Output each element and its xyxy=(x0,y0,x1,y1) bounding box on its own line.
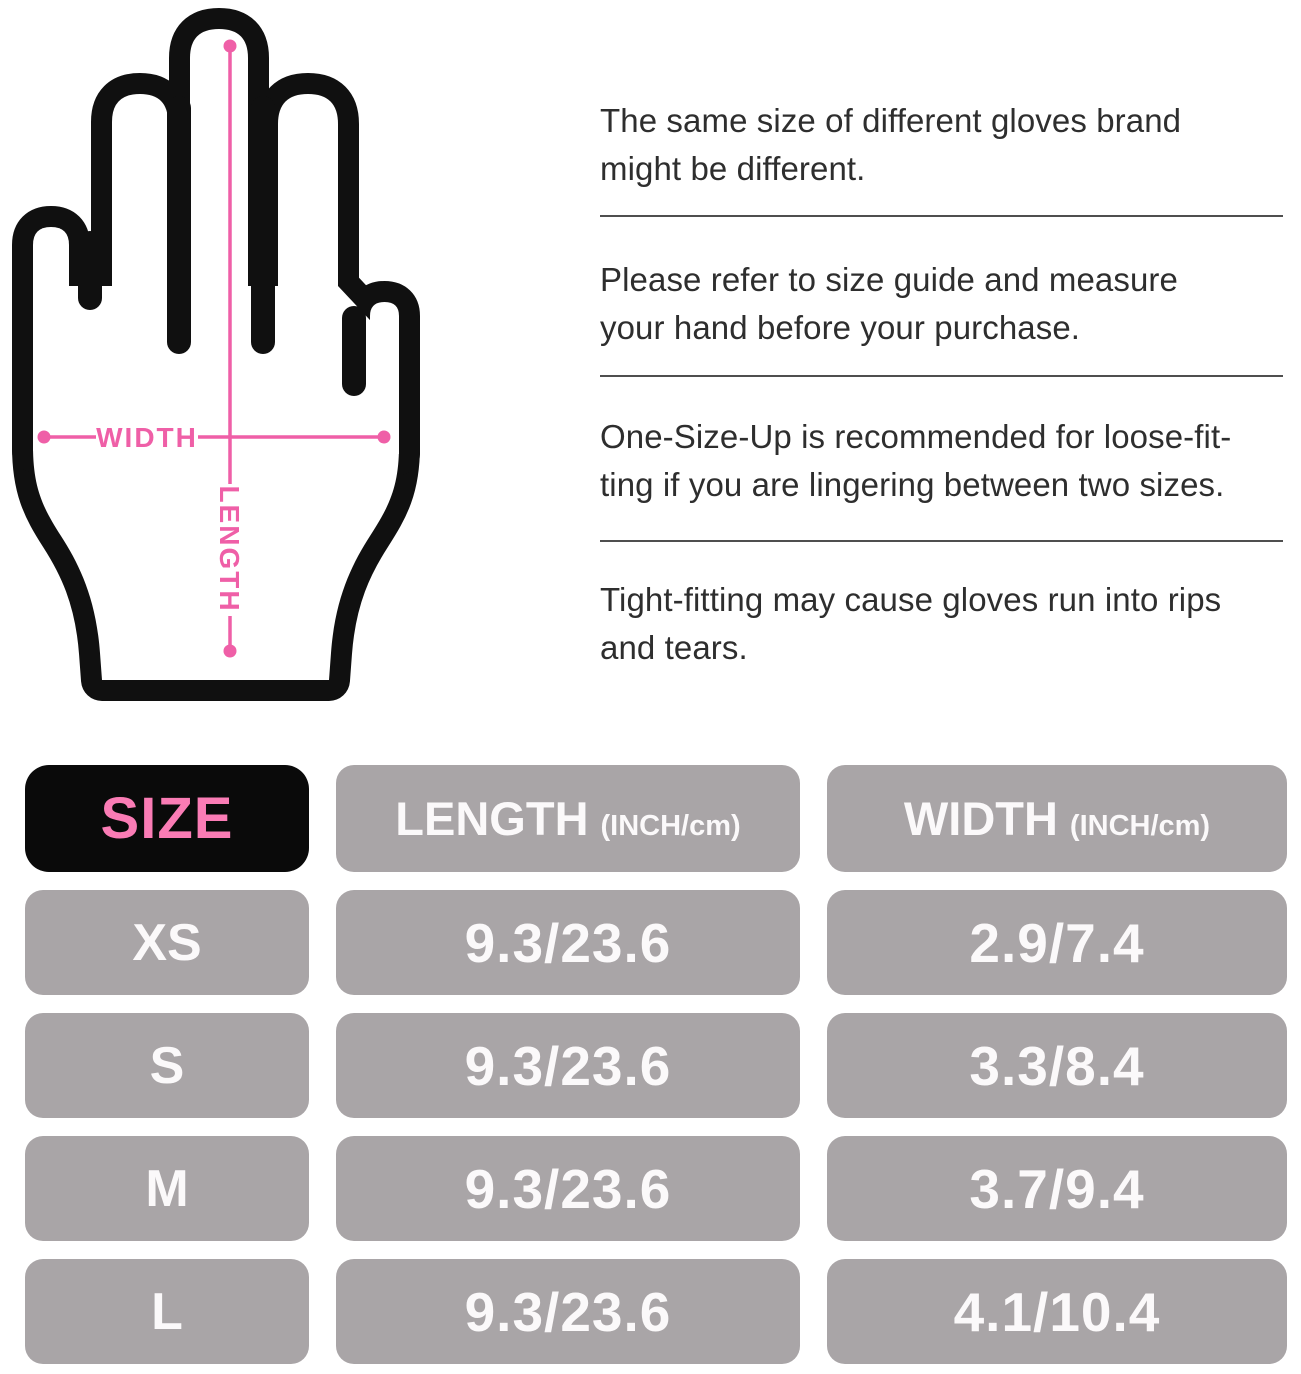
length-dimension-label: LENGTH xyxy=(214,485,245,613)
info-paragraph-2 xyxy=(600,256,1290,352)
table-row-l-width: 4.1/10.4 xyxy=(827,1259,1287,1364)
header-width-label: WIDTH xyxy=(903,792,1058,845)
header-length-unit: (INCH/cm) xyxy=(600,810,741,842)
text-line: your hand before your purchase. xyxy=(600,309,1081,346)
text-line: One-Size-Up is recommended for loose-fit- xyxy=(600,418,1232,455)
divider xyxy=(600,215,1283,217)
divider xyxy=(600,375,1283,377)
size-table xyxy=(25,765,1287,1364)
table-row-l-length: 9.3/23.6 xyxy=(336,1259,800,1364)
table-row-s-size: S xyxy=(25,1013,309,1118)
table-row-m-length: 9.3/23.6 xyxy=(336,1136,800,1241)
table-row-s-length: 9.3/23.6 xyxy=(336,1013,800,1118)
header-length-label: LENGTH xyxy=(395,792,589,845)
text-line: Tight-fitting may cause gloves run into rips xyxy=(600,581,1222,618)
header-width-unit: (INCH/cm) xyxy=(1069,810,1211,842)
table-row-m-width: 3.7/9.4 xyxy=(827,1136,1287,1241)
info-paragraph-4 xyxy=(600,576,1290,672)
table-row-xs-size: XS xyxy=(25,890,309,995)
text-line: and tears. xyxy=(600,629,748,666)
text-line: ting if you are lingering between two sizes. xyxy=(600,466,1225,503)
table-row-xs-length: 9.3/23.6 xyxy=(336,890,800,995)
table-row-m-size: M xyxy=(25,1136,309,1241)
info-paragraph-3 xyxy=(600,413,1290,509)
divider xyxy=(600,540,1283,542)
table-row-s-width: 3.3/8.4 xyxy=(827,1013,1287,1118)
size-table-header-length xyxy=(336,765,800,872)
text-line: might be different. xyxy=(600,150,866,187)
text-line: Please refer to size guide and measure xyxy=(600,261,1178,298)
info-paragraph-1 xyxy=(600,97,1290,193)
width-dimension-label: WIDTH xyxy=(96,422,198,453)
size-table-header-size: SIZE xyxy=(25,765,309,872)
table-row-l-size: L xyxy=(25,1259,309,1364)
size-table-header-width xyxy=(827,765,1287,872)
text-line: The same size of different gloves brand xyxy=(600,102,1182,139)
glove-diagram xyxy=(8,6,458,718)
table-row-xs-width: 2.9/7.4 xyxy=(827,890,1287,995)
